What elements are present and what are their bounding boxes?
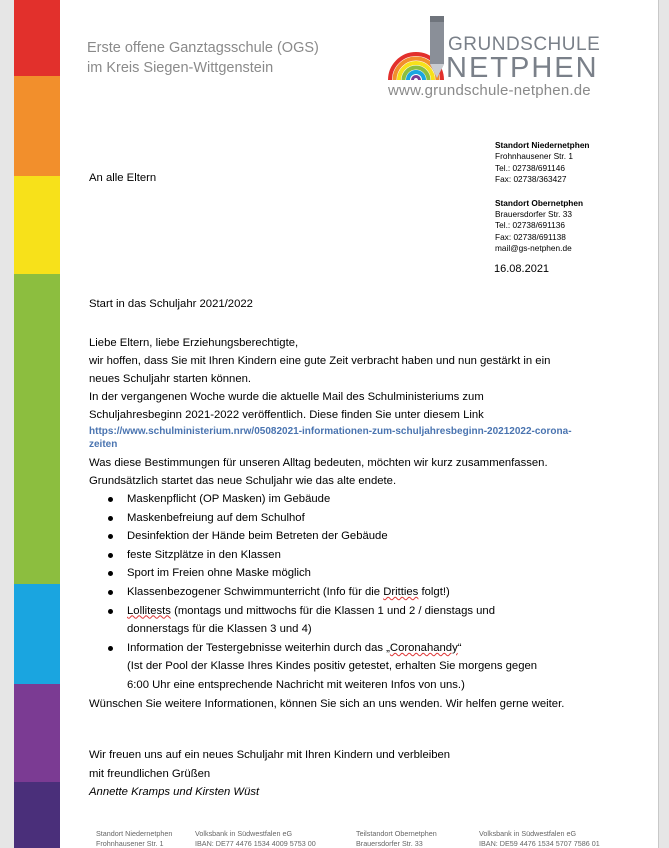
rainbow-stripe-indigo [14, 782, 60, 848]
closing-line1: Wir freuen uns auf ein neues Schuljahr mit Ihren Kindern und verbleiben [89, 749, 451, 761]
body-paragraph-4: Grundsätzlich startet das neue Schuljahr wie das alte endete. [89, 475, 397, 487]
list-item: Lollitests (montags und mittwochs für die Klassen 1 und 2 / dienstags und donnerstags für die Klassen 3 und 4) [127, 602, 579, 639]
letter-page [14, 0, 659, 848]
signature: Annette Kramps und Kirsten Wüst [89, 786, 260, 798]
list-item: Klassenbezogener Schwimmunterricht (Info für die Dritties folgt!) [127, 583, 579, 602]
rainbow-stripe-green [14, 274, 60, 584]
list-item: Desinfektion der Hände beim Betreten der Gebäude [127, 527, 579, 546]
list-item: Maskenbefreiung auf dem Schulhof [127, 509, 579, 528]
list-item: Sport im Freien ohne Maske möglich [127, 564, 579, 583]
body-paragraph-1: wir hoffen, dass Sie mit Ihren Kindern eine gute Zeit verbracht haben und nun gestärkt in ein neues Schuljahr starten können. [89, 355, 551, 385]
contact-site2-tel: Tel.: 02738/691136 [495, 220, 565, 231]
school-name-line1: Erste offene Ganztagsschule (OGS) [87, 40, 319, 56]
letter-date: 16.08.2021 [494, 263, 550, 275]
rules-list [89, 490, 579, 695]
rainbow-stripe-red [14, 0, 60, 76]
contact-site1-head: Standort Niedernetphen [495, 140, 590, 150]
body-paragraph-2: In der vergangenen Woche wurde die aktuelle Mail des Schulministeriums zum Schuljahresbeginn 2021-2022 veröffentlich. Diese finden Sie unter diesem Link [89, 391, 484, 421]
contact-block [495, 140, 590, 255]
spellcheck-word: Coronahandy [389, 641, 458, 654]
school-name [87, 38, 319, 78]
ministry-link[interactable]: https://www.schulministerium.nrw/05082021-informationen-zum-schuljahresbeginn-20212022-corona-zeiten [89, 426, 572, 450]
logo-url: www.grundschule-netphen.de [388, 82, 591, 99]
spellcheck-word: Lollitests [127, 604, 171, 617]
footer-col2: Volksbank in Südwestfalen eG IBAN: DE77 4476 1534 4009 5753 00 [195, 829, 316, 848]
logo-word-netphen: NETPHEN [446, 52, 599, 84]
contact-mail: mail@gs-netphen.de [495, 243, 572, 254]
list-item: Maskenpflicht (OP Masken) im Gebäude [127, 490, 579, 509]
rainbow-stripe-orange [14, 76, 60, 176]
list-item: feste Sitzplätze in den Klassen [127, 546, 579, 565]
list-item: Information der Testergebnisse weiterhin durch das „Coronahandy“ (Ist der Pool der Klasse Ihres Kindes positiv getestet, erhalten Sie morgens gegen 6:00 Uhr eine entsprechende Nachricht mit weiteren Infos von uns.) [127, 639, 579, 695]
rainbow-pencil-icon [386, 14, 448, 84]
page-edge [658, 0, 659, 848]
contact-site1-street: Frohnhausener Str. 1 [495, 151, 573, 162]
rainbow-stripe-yellow [14, 176, 60, 274]
body-paragraph-3: Was diese Bestimmungen für unseren Alltag bedeuten, möchten wir kurz zusammenfassen. [89, 457, 548, 469]
footer-col1: Standort Niedernetphen Frohnhausener Str. 1 [96, 829, 173, 848]
rainbow-stripe-purple [14, 684, 60, 782]
closing-line2: mit freundlichen Grüßen [89, 767, 211, 780]
contact-site2-street: Brauersdorfer Str. 33 [495, 209, 573, 220]
contact-site1-fax: Fax: 02738/363427 [495, 174, 567, 185]
contact-site2-fax: Fax: 02738/691138 [495, 231, 566, 242]
logo-word-grundschule: GRUNDSCHULE [448, 34, 601, 55]
contact-site2-head: Standort Obernetphen [495, 197, 584, 208]
contact-site1-tel: Tel.: 02738/691146 [495, 162, 565, 173]
spellcheck-word: Dritties [383, 585, 419, 598]
salutation: Liebe Eltern, liebe Erziehungsberechtigte, [89, 337, 299, 349]
footer-col4: Volksbank in Südwestfalen eG IBAN: DE59 4476 1534 5707 7586 01 [479, 829, 600, 848]
footer-col3: Teilstandort Obernetphen Brauersdorfer Str. 33 [356, 829, 437, 848]
rainbow-stripe-blue [14, 584, 60, 684]
closing-block [89, 746, 450, 802]
recipient: An alle Eltern [89, 172, 157, 184]
subject-line: Start in das Schuljahr 2021/2022 [89, 298, 253, 310]
school-logo [386, 14, 626, 104]
body-paragraph-5: Wünschen Sie weitere Informationen, können Sie sich an uns wenden. Wir helfen gerne weiter. [89, 697, 565, 710]
letter-body [89, 334, 579, 713]
school-name-line2: im Kreis Siegen-Wittgenstein [87, 60, 274, 76]
